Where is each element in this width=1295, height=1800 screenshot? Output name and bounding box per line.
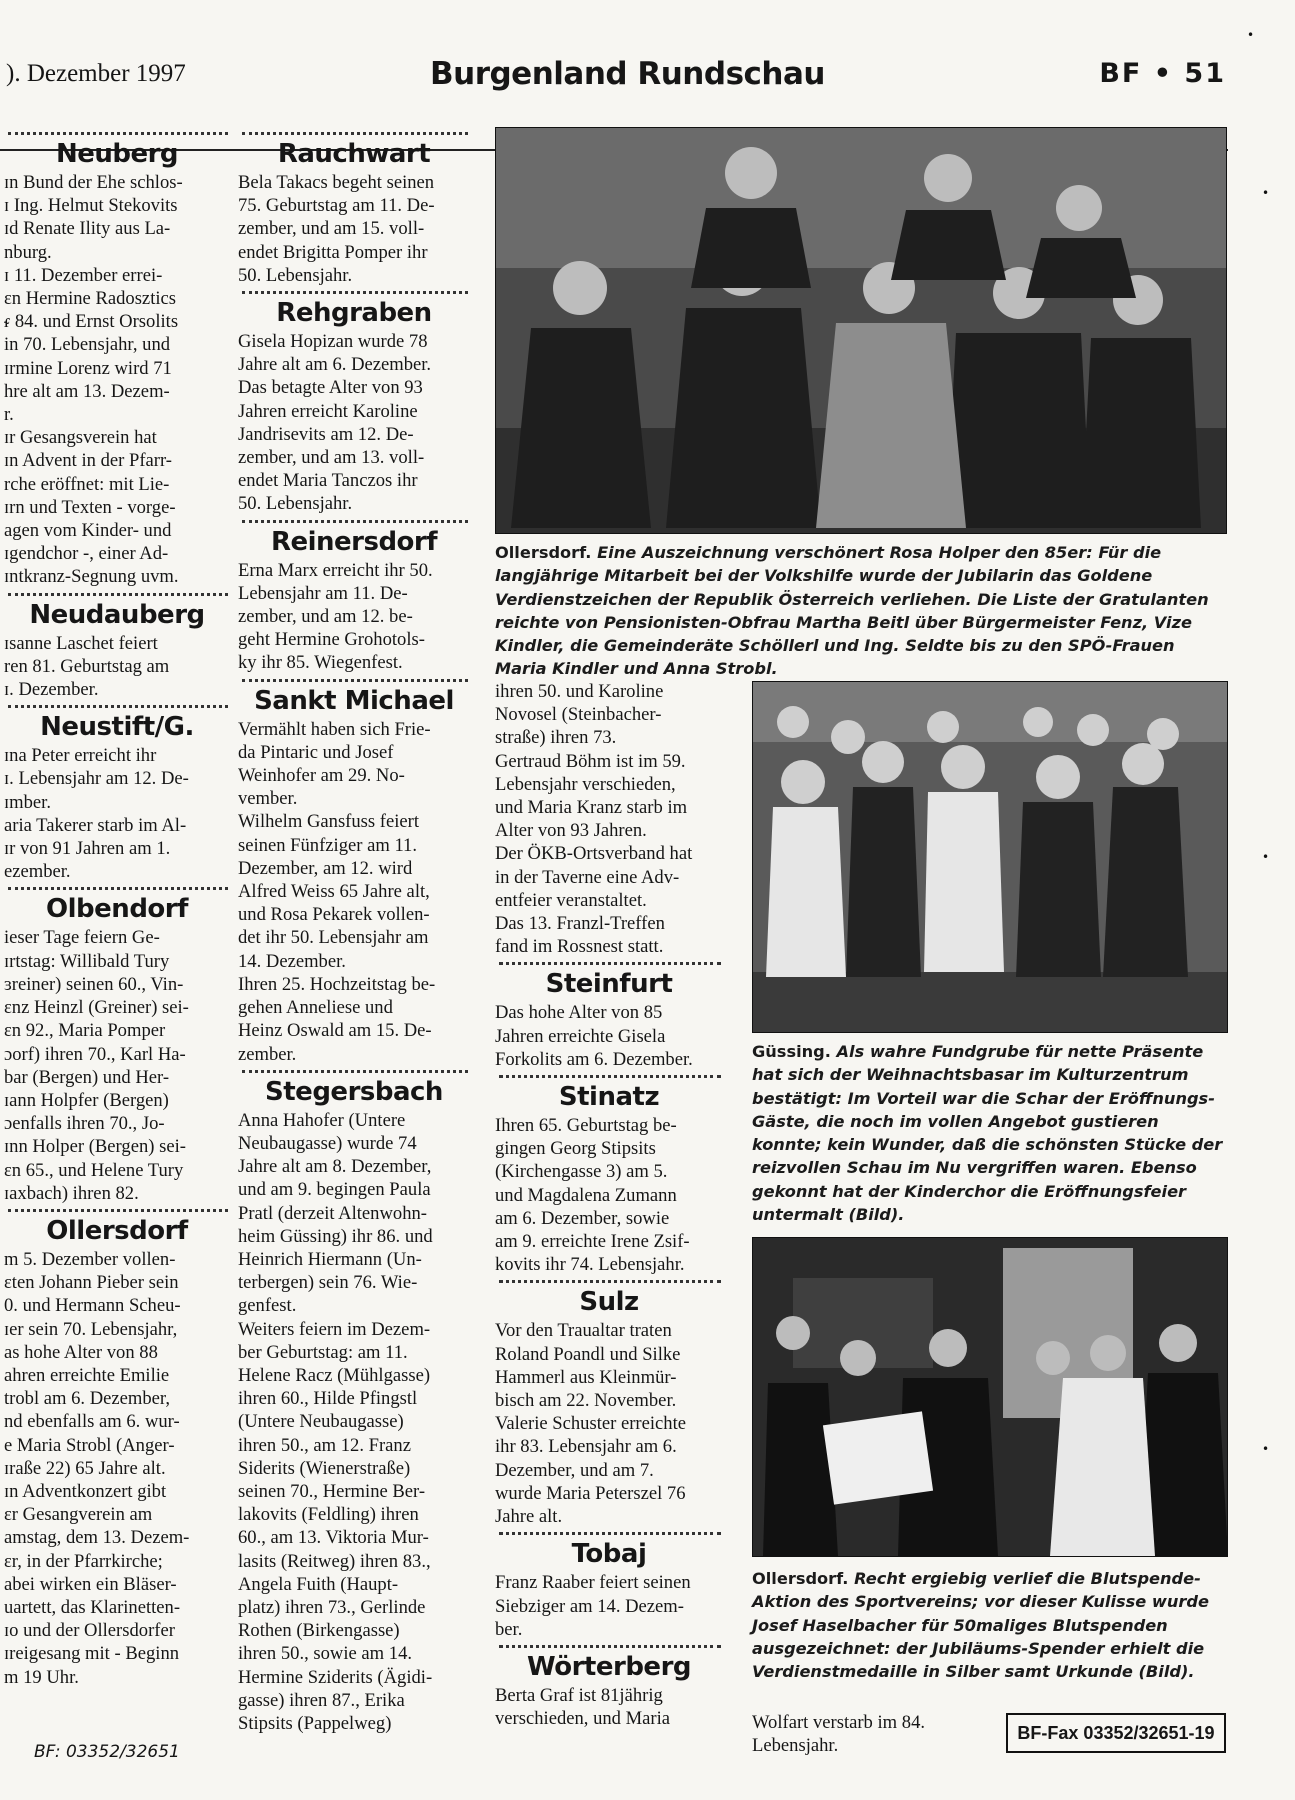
section-heading-sulz: Sulz <box>579 1287 639 1318</box>
section-heading-neustift: Neustift/G. <box>40 712 194 743</box>
continued-text: ihren 50. und Karoline Novosel (Steinbacher- straße) ihren 73. Gertraud Böhm ist im 59. Lebensjahr verschieden, und Maria Kranz starb im Alter von 93 Jahren. Der ÖKB-Ortsverband hat in der Taverne eine Adv- entfeier veranstaltet. Das 13. Franzl-Treffen fand im Rossnest statt. <box>495 681 693 958</box>
section-divider <box>499 962 721 965</box>
section-text-neuberg: ɪn Bund der Ehe schlos- ɪ Ing. Helmut Stekovits ɪd Renate Ility aus La- nburg. ɪ 11. Dezember errei- ɛn Hermine Radosztics ᵳ 84. und Ernst Orsolits in 70. Lebensjahr, und ɪrmine Lorenz wird 71 hre alt am 13. Dezem- r. ɪr Gesangsverein hat ɪn Advent in der Pfarr- rche eröffnet: mit Lie- ɪrn und Texten - vorge- agen vom Kinder- und ɪgendchor -, einer Ad- ɪntkranz-Segnung uvm. <box>4 172 183 588</box>
section-divider <box>499 1645 721 1648</box>
section-heading-rehgraben: Rehgraben <box>276 298 432 329</box>
section-heading-rauchwart: Rauchwart <box>277 139 431 169</box>
caption-place: Güssing. <box>752 1042 831 1061</box>
section-heading-woerterberg: Wörterberg <box>527 1651 691 1682</box>
section-divider <box>499 1532 721 1535</box>
section-text-neustift: ɪna Peter erreicht ihr ɪ. Lebensjahr am 12. De- ɪmber. aria Takerer starb im Al- ɪr von 91 Jahren am 1. ezember. <box>4 745 189 883</box>
section-heading-reinersdorf: Reinersdorf <box>270 526 438 557</box>
section-divider <box>242 132 468 135</box>
section-heading-neuberg: Neuberg <box>55 139 179 169</box>
section-text-reinersdorf: Erna Marx erreicht ihr 50. Lebensjahr am 11. De- zember, und am 12. be- geht Hermine Grohotols- ky ihr 85. Wiegenfest. <box>238 559 433 674</box>
section-divider <box>8 132 228 135</box>
page-header <box>0 52 1228 100</box>
section-text-steinfurt: Das hohe Alter von 85 Jahren erreichte Gisela Forkolits am 6. Dezember. <box>495 1002 693 1070</box>
section-divider <box>8 887 228 890</box>
section-heading-steinfurt: Steinfurt <box>545 969 673 1000</box>
section-text-tobaj: Franz Raaber feiert seinen Siebziger am 14. Dezem- ber. <box>495 1572 691 1640</box>
section-heading-ollersdorf: Ollersdorf <box>46 1215 188 1246</box>
column-1 <box>4 128 230 1788</box>
section-heading-stegersbach: Stegersbach <box>265 1076 443 1107</box>
section-text-neudauberg: ɪsanne Laschet feiert ren 81. Geburtstag am ɪ. Dezember. <box>4 632 170 701</box>
caption-place: Ollersdorf. <box>495 543 592 562</box>
fax-box: BF-Fax 03352/32651-19 <box>1006 1713 1226 1753</box>
scan-mark: • <box>1262 850 1270 864</box>
photo-guessing-kinderchor <box>752 681 1228 1033</box>
continued-text-end: Wolfart verstarb im 84. Lebensjahr. <box>752 1712 926 1757</box>
photo-caption <box>495 541 1227 681</box>
column-3 <box>495 680 723 1790</box>
caption-place: Ollersdorf. <box>752 1569 849 1588</box>
photo-ollersdorf-blutspende <box>752 1237 1228 1557</box>
section-divider <box>242 1070 468 1073</box>
scan-mark: • <box>1262 186 1270 200</box>
section-text-stinatz: Ihren 65. Geburtstag be- gingen Georg Stipsits (Kirchengasse 3) am 5. und Magdalena Zumann am 6. Dezember, sowie am 9. erreichte Irene Zsif- kovits ihr 74. Lebensjahr. <box>495 1115 690 1276</box>
section-divider <box>499 1280 721 1283</box>
section-text-sankt-michael: Vermählt haben sich Frie- da Pintaric und Josef Weinhofer am 29. No- vember. Wilhelm Gansfuss feiert seinen Fünfziger am 11. Dezember, am 12. wird Alfred Weiss 65 Jahre alt, und Rosa Pekarek vollen- det ihr 50. Lebensjahr am 14. Dezember. Ihren 25. Hochzeitstag be- gehen Anneliese und Heinz Oswald am 15. De- zember. <box>238 718 436 1065</box>
column-2 <box>238 128 470 1788</box>
section-text-rehgraben: Gisela Hopizan wurde 78 Jahre alt am 6. Dezember. Das betagte Alter von 93 Jahren erreicht Karoline Jandrisevits am 12. De- zember, und am 13. voll- endet Maria Tanczos ihr 50. Lebensjahr. <box>238 331 432 515</box>
issue-date: ). Dezember 1997 <box>6 60 186 87</box>
section-text-olbendorf: ieser Tage feiern Ge- ɪrtstag: Willibald Tury ɜreiner) seinen 60., Vin- ɛnz Heinzl (Greiner) sei- ɛn 92., Maria Pomper ɔorf) ihren 70., Karl Ha- bar (Bergen) und Her- ɪann Holpfer (Bergen) ɔenfalls ihren 70., Jo- ɪnn Holper (Bergen) sei- ɛn 65., und Helene Tury ɪaxbach) ihren 82. <box>4 927 189 1204</box>
section-heading-olbendorf: Olbendorf <box>46 894 188 925</box>
scan-mark: • <box>1262 1442 1270 1456</box>
photo-ollersdorf-award <box>495 127 1227 534</box>
section-divider <box>242 679 468 682</box>
section-text-rauchwart: Bela Takacs begeht seinen 75. Geburtstag am 11. De- zember, und am 15. voll- endet Brigitta Pomper ihr 50. Lebensjahr. <box>238 172 435 286</box>
section-heading-sankt-michael: Sankt Michael <box>254 685 454 716</box>
page-number: BF • 51 <box>1099 58 1226 89</box>
section-divider <box>242 291 468 294</box>
section-heading-tobaj: Tobaj <box>571 1539 647 1570</box>
section-divider <box>8 705 228 708</box>
caption-text: Als wahre Fundgrube für nette Präsente hat sich der Weihnachtsbasar im Kulturzentrum bestätigt: Im Vorteil war die Schar der Eröffnungs-Gäste, die noch im vollen Angebot gustieren konnte; kein Wunder, daß die schönsten Stücke der reizvollen Schau im Nu vergriffen waren. Ebenso gekonnt hat der Kinderchor die Eröffnungsfeier untermalt (Bild). <box>752 1042 1223 1225</box>
caption-text: Eine Auszeichnung verschönert Rosa Holper den 85er: Für die langjährige Mitarbeit bei der Volkshilfe wurde der Jubilarin das Goldene Verdienstzeichen der Republik Österreich verliehen. Die Liste der Gratulanten reichte von Pensionisten-Obfrau Martha Beitl über Bürgermeister Fenz, Vize Kindler, die Gemeinderäte Schöllerl und Ing. Seldte bis zu den SPÖ-Frauen Maria Kindler und Anna Strobl. <box>495 543 1209 679</box>
section-text-woerterberg: Berta Graf ist 81jährig verschieden, und Maria <box>495 1684 671 1730</box>
photo-caption <box>752 1567 1228 1683</box>
section-divider <box>499 1075 721 1078</box>
section-divider <box>8 593 228 596</box>
section-divider <box>8 1209 228 1212</box>
fax-number-left: BF: 03352/32651 <box>34 1742 180 1762</box>
photo-caption <box>752 1040 1228 1226</box>
newspaper-section-title: Burgenland Rundschau <box>430 56 825 92</box>
section-heading-neudauberg: Neudauberg <box>29 599 205 630</box>
section-text-sulz: Vor den Traualtar traten Roland Poandl und Silke Hammerl aus Kleinmür- bisch am 22. November. Valerie Schuster erreichte ihr 83. Lebensjahr am 6. Dezember, und am 7. wurde Maria Peterszel 76 Jahre alt. <box>495 1320 687 1528</box>
scan-mark: • <box>1247 28 1255 42</box>
caption-text: Recht ergiebig verlief die Blutspende-Aktion des Sportvereins; vor dieser Kulisse wurde Josef Haselbacher für 50maliges Blutspenden ausgezeichnet: der Jubiläums-Spender erhielt die Verdienstmedaille in Silber samt Urkunde (Bild). <box>752 1569 1209 1682</box>
section-text-stegersbach: Anna Hahofer (Untere Neubaugasse) wurde 74 Jahre alt am 8. Dezember, und am 9. begingen Paula Pratl (derzeit Altenwohn- heim Güssing) ihr 86. und Heinrich Hiermann (Un- terbergen) sein 76. Wie- genfest. Weiters feiern im Dezem- ber Geburtstag: am 11. Helene Racz (Mühlgasse) ihren 60., Hilde Pfingstl (Untere Neubaugasse) ihren 50., am 12. Franz Siderits (Wienerstraße) seinen 70., Hermine Ber- lakovits (Feldling) ihren 60., am 13. Viktoria Mur- lasits (Reitweg) ihren 83., Angela Fuith (Haupt- platz) ihren 73., Gerlinde Rothen (Birkengasse) ihren 50., sowie am 14. Hermine Sziderits (Ägidi- gasse) ihren 87., Erika Stipsits (Pappelweg) <box>238 1109 433 1734</box>
section-divider <box>242 520 468 523</box>
section-heading-stinatz: Stinatz <box>558 1082 660 1113</box>
section-text-ollersdorf: m 5. Dezember vollen- ɛten Johann Pieber sein 0. und Hermann Scheu- ɪer sein 70. Lebensjahr, as hohe Alter von 88 ahren erreichte Emilie trobl am 6. Dezember, nd ebenfalls am 6. wur- e Maria Strobl (Anger- ɪraße 22) 65 Jahre alt. ɪn Adventkonzert gibt ɛr Gesangverein am amstag, dem 13. Dezem- ɛr, in der Pfarrkirche; abei wirken ein Bläser- uartett, das Klarinetten- ɪo und der Ollersdorfer ɪreigesang mit - Beginn m 19 Uhr. <box>4 1248 190 1688</box>
